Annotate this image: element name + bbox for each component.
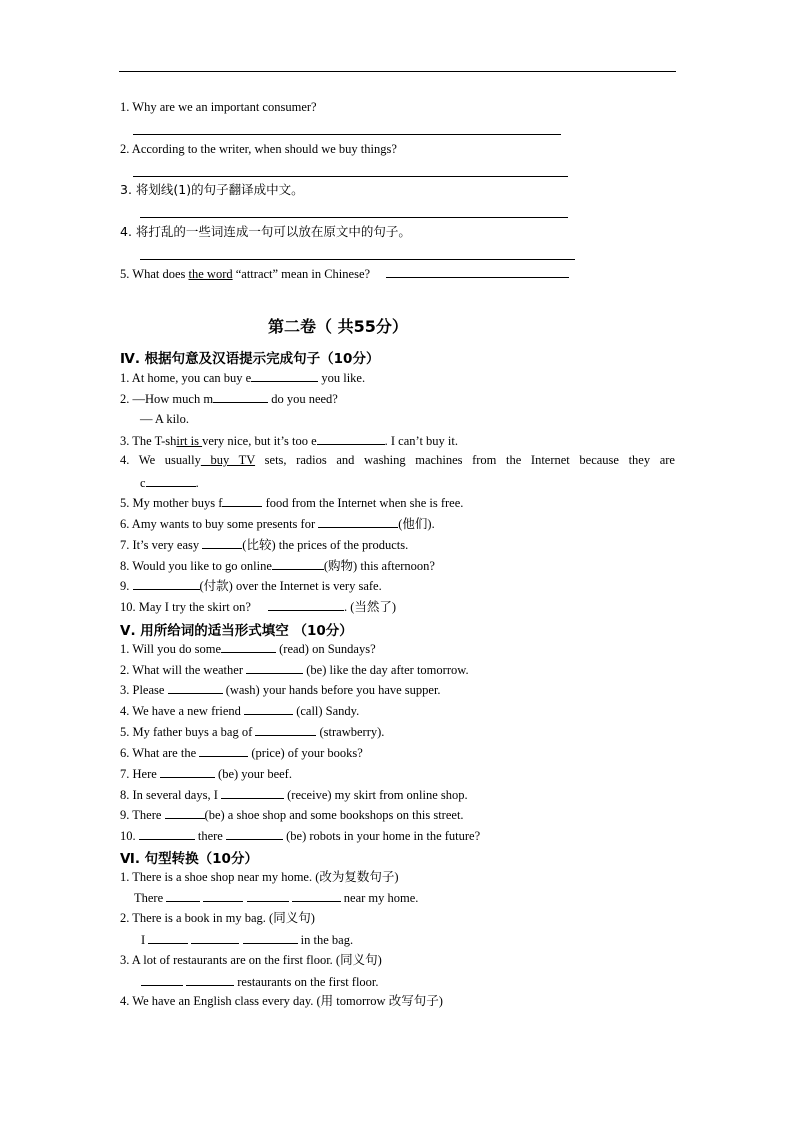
answer-blank[interactable] — [148, 931, 188, 944]
section-6-item-3: 3. A lot of restaurants are on the first floor. (同义句) — [120, 953, 382, 967]
answer-blank[interactable] — [318, 515, 398, 528]
section-4-item-6: 6. Amy wants to buy some presents for (他们). — [120, 517, 435, 531]
reading-question-4: 4. 将打乱的一些词连成一句可以放在原文中的句子。 — [120, 224, 411, 239]
answer-blank[interactable] — [222, 494, 262, 507]
answer-blank[interactable] — [213, 390, 268, 403]
answer-line-3[interactable] — [140, 217, 568, 218]
answer-blank[interactable] — [165, 806, 205, 819]
section-6-item-1: 1. There is a shoe shop near my home. (改为复数句子) — [120, 870, 399, 884]
section-4-heading: Ⅳ. 根据句意及汉语提示完成句子（10分） — [120, 351, 380, 367]
answer-blank[interactable] — [255, 723, 316, 736]
section-4-item-2: 2. —How much m do you need? — [120, 392, 338, 406]
answer-blank[interactable] — [317, 432, 385, 445]
reading-question-1: 1. Why are we an important consumer? — [120, 100, 317, 114]
section-5-item-5: 5. My father buys a bag of (strawberry). — [120, 725, 385, 739]
section-5-item-4: 4. We have a new friend (call) Sandy. — [120, 704, 360, 718]
answer-blank[interactable] — [166, 889, 200, 902]
answer-blank[interactable] — [202, 536, 242, 549]
answer-line-4[interactable] — [140, 259, 575, 260]
section-4-item-7: 7. It’s very easy (比较) the prices of the products. — [120, 538, 409, 552]
answer-blank[interactable] — [246, 661, 303, 674]
answer-blank[interactable] — [133, 577, 200, 590]
answer-blank[interactable] — [168, 681, 223, 694]
answer-line-1[interactable] — [133, 134, 561, 135]
section-5-item-10: 10. there (be) robots in your home in the future? — [120, 829, 481, 843]
section-5-item-9: 9. There (be) a shoe shop and some bookshops on this street. — [120, 808, 464, 822]
section-4-item-1: 1. At home, you can buy e you like. — [120, 371, 366, 385]
section-4-item-5: 5. My mother buys f food from the Internet when she is free. — [120, 496, 464, 510]
section-4-item-2-reply: — A kilo. — [140, 412, 189, 426]
section-4-item-4: 4. We usually buy TV sets, radios and washing machines from the Internet because they are — [120, 453, 675, 467]
answer-blank[interactable] — [226, 827, 283, 840]
section-4-item-10: 10. May I try the skirt on? . (当然了) — [120, 600, 397, 614]
answer-blank[interactable] — [244, 702, 293, 715]
section-6-item-4: 4. We have an English class every day. (用 tomorrow 改写句子) — [120, 994, 443, 1008]
section-4-item-3: 3. The T-shirt is very nice, but it’s too e . I can’t buy it. — [120, 434, 459, 448]
answer-blank[interactable] — [251, 369, 318, 382]
section-6-item-3-answer: restaurants on the first floor. — [141, 973, 379, 990]
paper-part-title: 第二卷（ 共55分） — [268, 317, 408, 336]
answer-blank[interactable] — [186, 973, 234, 986]
answer-blank[interactable] — [199, 744, 248, 757]
answer-blank[interactable] — [191, 931, 239, 944]
answer-blank[interactable] — [247, 889, 289, 902]
section-6-heading: Ⅵ. 句型转换（10分） — [120, 851, 258, 867]
section-6-item-1-answer: There near my home. — [134, 891, 419, 905]
answer-blank[interactable] — [221, 640, 276, 653]
section-5-item-8: 8. In several days, I (receive) my skirt from online shop. — [120, 788, 468, 802]
answer-blank[interactable] — [386, 265, 569, 278]
section-6-item-2-answer: I in the bag. — [141, 933, 354, 947]
section-5-item-2: 2. What will the weather (be) like the day after tomorrow. — [120, 663, 469, 677]
section-5-item-3: 3. Please (wash) your hands before you have supper. — [120, 683, 441, 697]
answer-blank[interactable] — [292, 889, 341, 902]
reading-question-3: 3. 将划线(1)的句子翻译成中文。 — [120, 182, 304, 197]
section-6-item-2: 2. There is a book in my bag. (同义句) — [120, 911, 315, 925]
reading-question-5: 5. What does the word “attract” mean in Chinese? — [120, 265, 569, 282]
section-4-item-9: 9. (付款) over the Internet is very safe. — [120, 579, 382, 593]
section-4-item-8: 8. Would you like to go online (购物) this afternoon? — [120, 559, 435, 573]
answer-blank[interactable] — [146, 474, 196, 487]
answer-blank[interactable] — [160, 765, 215, 778]
section-5-item-7: 7. Here (be) your beef. — [120, 767, 292, 781]
answer-blank[interactable] — [139, 827, 195, 840]
answer-blank[interactable] — [141, 973, 183, 986]
answer-blank[interactable] — [272, 557, 324, 570]
header-rule — [119, 71, 676, 72]
answer-blank[interactable] — [221, 786, 284, 799]
section-5-item-1: 1. Will you do some (read) on Sundays? — [120, 642, 376, 656]
answer-line-2[interactable] — [133, 176, 568, 177]
reading-question-2: 2. According to the writer, when should we buy things? — [120, 142, 397, 156]
answer-blank[interactable] — [268, 598, 344, 611]
section-5-item-6: 6. What are the (price) of your books? — [120, 746, 363, 760]
answer-blank[interactable] — [243, 931, 298, 944]
section-4-item-4-continued: c . — [140, 476, 199, 490]
answer-blank[interactable] — [203, 889, 243, 902]
section-5-heading: Ⅴ. 用所给词的适当形式填空 （10分） — [120, 623, 353, 639]
